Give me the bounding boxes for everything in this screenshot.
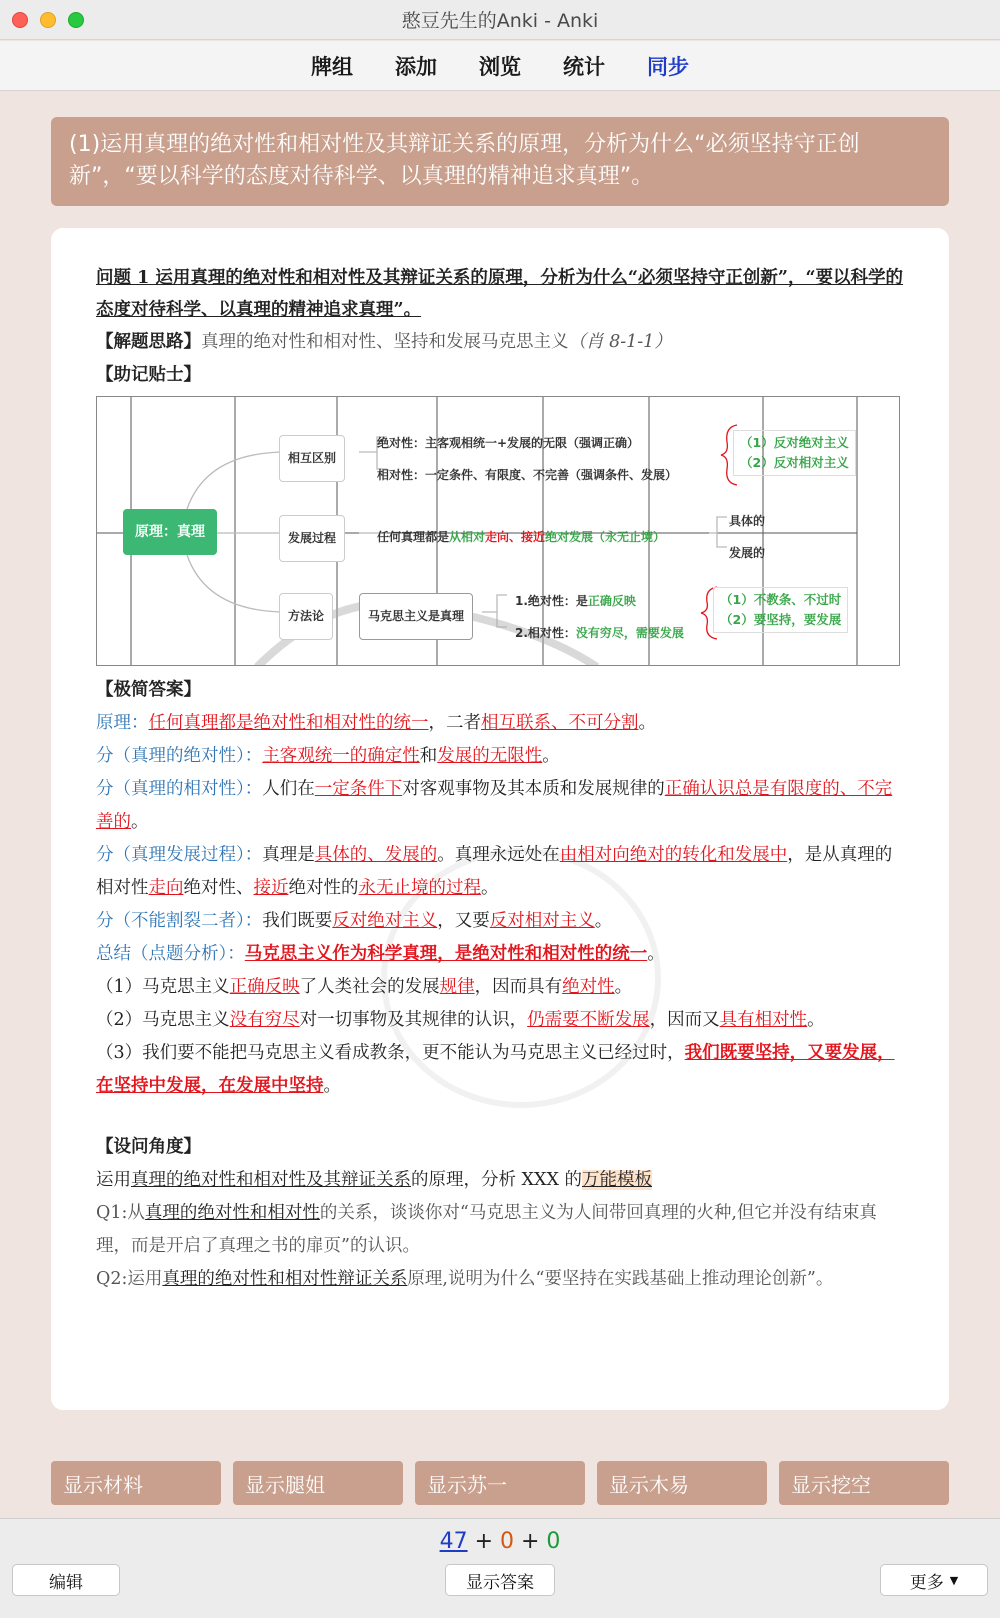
- answer-p4-e: ，是从真理的相对性: [96, 845, 893, 898]
- angle-q1-a: Q1:从: [96, 1203, 145, 1223]
- window-controls: [12, 12, 84, 28]
- answer-p7-f: 绝对性: [562, 977, 615, 997]
- mindmap-marxism-node: 马克思主义是真理: [359, 593, 473, 640]
- answer-p5-d: 反对相对主义: [489, 911, 595, 931]
- top-toolbar: [0, 41, 1000, 91]
- answer-p1-d: 。: [638, 713, 656, 733]
- answer-p8-g: 。: [807, 1010, 825, 1030]
- show-suyi-button[interactable]: 显示苏一: [415, 1461, 585, 1505]
- mindmap-root: 原理：真理: [123, 509, 217, 555]
- mindmap-branch-distinction: 相互区别: [279, 435, 345, 482]
- thinking-ref: （肖 8-1-1）: [568, 332, 672, 352]
- angle-q2-c: 原理,说明为什么“要坚持在实践基础上推动理论创新”。: [407, 1269, 834, 1289]
- mindmap-developing: 发展的: [729, 546, 766, 560]
- answer-p9-b: 我们既要坚持，又要发展，在坚持中发展，在发展中坚持: [96, 1043, 895, 1096]
- answer-absolute: [96, 740, 904, 773]
- spacer: [96, 1103, 904, 1131]
- window-titlebar: [0, 0, 1000, 40]
- answer-summary: [96, 938, 904, 971]
- mindmap-branch-method: 方法论: [279, 593, 333, 640]
- answer-p3-e: 。: [131, 812, 149, 832]
- mindmap-process-text: [377, 521, 665, 554]
- mindmap-process-a: 任何真理都是: [377, 530, 450, 544]
- answer-p1-c: 相互联系、不可分割: [481, 713, 639, 733]
- answer-point-2: [96, 1004, 904, 1037]
- answer-p8-f: 具有相对性: [719, 1010, 808, 1030]
- angle-l1-c: 的原理，分析 XXX 的: [411, 1170, 583, 1190]
- browse-link[interactable]: 浏览: [479, 54, 521, 79]
- answer-p1-a: 任何真理都是绝对性和相对性的统一: [148, 713, 429, 733]
- zoom-window-button[interactable]: [68, 12, 84, 28]
- answer-inseparable: [96, 905, 904, 938]
- thinking-body: 真理的绝对性和相对性、坚持和发展马克思主义: [201, 332, 569, 352]
- show-buttons-row: [51, 1461, 949, 1505]
- answer-p4-g: 绝对性、: [183, 878, 254, 898]
- answer-p8-b: 没有穷尽: [229, 1010, 300, 1030]
- angle-q2-a: Q2:运用: [96, 1269, 163, 1289]
- answer-p6-a: 马克思主义作为科学真理，是绝对性和相对性的统一: [244, 944, 648, 964]
- mindmap-box-2-line1: （1）不教条、不过时: [720, 592, 842, 607]
- more-label: 更多: [909, 1572, 944, 1593]
- mindmap-method-rel: [515, 617, 684, 650]
- stats-link[interactable]: 统计: [563, 54, 605, 79]
- mnemonic-label: 【助记贴士】: [96, 365, 201, 385]
- answer-point-3: [96, 1037, 904, 1103]
- answer-p2-c: 发展的无限性: [437, 746, 543, 766]
- card-content: [51, 228, 949, 1410]
- thinking-label: 【解题思路】: [96, 332, 201, 352]
- mindmap-relative: 相对性：一定条件、有限度、不完善（强调条件、发展）: [377, 468, 678, 482]
- answer-p4-a: 真理是: [262, 845, 315, 865]
- answer-p5-e: 。: [594, 911, 613, 931]
- answer-p4-label: 分（真理发展过程）：: [96, 845, 263, 865]
- mindmap-method-abs-a: 1.绝对性：是: [515, 594, 588, 608]
- answer-p5-a: 我们既要: [262, 911, 333, 931]
- mindmap-method-abs-b: 正确反映: [587, 594, 636, 608]
- angle-q2-b: 真理的绝对性和相对性辩证关系: [162, 1269, 408, 1289]
- mindmap-process-c: 走向、接近: [485, 530, 546, 544]
- thinking-row: [96, 326, 904, 359]
- review-count: 0: [546, 1529, 561, 1554]
- answer-process: [96, 839, 904, 905]
- mindmap-box-2: [713, 587, 848, 633]
- mindmap-box-2-line2: （2）要坚持，要发展: [720, 612, 842, 627]
- mindmap-box-1-line2: （2）反对相对主义: [740, 455, 849, 470]
- add-link[interactable]: 添加: [395, 54, 437, 79]
- minimize-window-button[interactable]: [40, 12, 56, 28]
- answer-p3-a: 人们在: [262, 779, 315, 799]
- answer-p7-e: ，因而具有: [474, 977, 563, 997]
- answer-p6-b: 。: [647, 944, 665, 964]
- mindmap-concrete: 具体的: [729, 514, 766, 528]
- answer-p1-label: 原理：: [96, 713, 149, 733]
- answer-p8-d: 仍需要不断发展: [527, 1010, 650, 1030]
- angle-l1-d: 万能模板: [582, 1170, 653, 1190]
- answer-p5-label: 分（不能割裂二者）：: [96, 911, 263, 931]
- answer-p5-c: ，又要: [437, 911, 490, 931]
- answer-p2-a: 主客观统一的确定性: [262, 746, 420, 766]
- angle-q1-c: 的关系，谈谈你对“马克思主义为人间带回真理的火种,但它并没有结束真理，而是开启了真理之书的扉页”的认识。: [96, 1203, 877, 1256]
- decks-link[interactable]: 牌组: [311, 54, 353, 79]
- mindmap-method-rel-a: 2.相对性：: [515, 626, 576, 640]
- due-counts: [0, 1529, 1000, 1554]
- answer-relative: [96, 773, 904, 839]
- mindmap-box-1-line1: （1）反对绝对主义: [740, 435, 849, 450]
- mindmap-image: [96, 396, 900, 666]
- bottom-bar: [0, 1518, 1000, 1618]
- answer-label: 【极简答案】: [96, 680, 201, 700]
- angle-l1-a: 运用: [96, 1170, 131, 1190]
- answer-p4-c: 。真理永远处在: [437, 845, 560, 865]
- answer-p9-c: 。: [323, 1076, 341, 1096]
- answer-p3-c: 对客观事物及其本质和发展规律的: [402, 779, 665, 799]
- answer-p8-a: （2）马克思主义: [96, 1010, 230, 1030]
- angle-q1-b: 真理的绝对性和相对性: [144, 1203, 320, 1223]
- mindmap-process-d: 绝对发展（永无止境）: [545, 530, 666, 544]
- learn-count: 0: [500, 1529, 514, 1554]
- answer-p4-d: 由相对向绝对的转化和发展中: [559, 845, 788, 865]
- answer-p7-c: 了人类社会的发展: [299, 977, 440, 997]
- mindmap-branch-process: 发展过程: [279, 515, 345, 562]
- answer-p7-d: 规律: [439, 977, 475, 997]
- window-title: 憨豆先生的Anki - Anki: [401, 10, 599, 32]
- plus-separator-1: +: [467, 1529, 500, 1554]
- answer-p2-label: 分（真理的绝对性）：: [96, 746, 263, 766]
- mindmap-method-abs: [515, 585, 636, 618]
- mindmap-process-b: 从相对: [449, 530, 486, 544]
- mindmap-box-1: [733, 430, 856, 476]
- more-button[interactable]: [880, 1564, 988, 1596]
- angle-label: 【设问角度】: [96, 1137, 201, 1157]
- show-tuijie-button[interactable]: 显示腿姐: [233, 1461, 403, 1505]
- answer-p7-a: （1）马克思主义: [96, 977, 230, 997]
- angle-q2: [96, 1263, 904, 1296]
- chevron-down-icon: ▼: [949, 1573, 959, 1587]
- answer-principle: [96, 707, 904, 740]
- answer-p3-d: 正确认识总是有限度的、不完善的: [96, 779, 893, 832]
- new-count[interactable]: 47: [439, 1529, 468, 1554]
- answer-p8-c: 对一切事物及其规律的认识，: [299, 1010, 528, 1030]
- card-question-title: 问题 1 运用真理的绝对性和相对性及其辩证关系的原理，分析为什么“必须坚持守正创新”，“要以科学的态度对待科学、以真理的精神追求真理”。: [96, 268, 904, 320]
- answer-p1-b: ，二者: [428, 713, 481, 733]
- answer-p7-b: 正确反映: [229, 977, 300, 997]
- close-window-button[interactable]: [12, 12, 28, 28]
- plus-separator-2: +: [514, 1529, 547, 1554]
- answer-p3-b: 一定条件下: [314, 779, 403, 799]
- answer-p3-label: 分（真理的相对性）：: [96, 779, 263, 799]
- angle-template: [96, 1164, 904, 1197]
- answer-p4-j: 永无止境的过程: [358, 878, 481, 898]
- angle-q1: [96, 1197, 904, 1263]
- show-muyi-button[interactable]: 显示木易: [597, 1461, 767, 1505]
- answer-p8-e: ，因而又: [649, 1010, 720, 1030]
- sync-link[interactable]: 同步: [647, 54, 689, 79]
- answer-p4-h: 接近: [253, 878, 289, 898]
- answer-p6-label: 总结（点题分析）：: [96, 944, 245, 964]
- answer-p4-i: 绝对性的: [288, 878, 359, 898]
- answer-p9-a: （3）我们要不能把马克思主义看成教条，更不能认为马克思主义已经过时，: [96, 1043, 685, 1063]
- show-cloze-button[interactable]: 显示挖空: [779, 1461, 949, 1505]
- angle-l1-b: 真理的绝对性和相对性及其辩证关系: [131, 1170, 411, 1190]
- answer-p4-b: 具体的、发展的: [314, 845, 438, 865]
- answer-point-1: [96, 971, 904, 1004]
- answer-p4-k: 。: [481, 878, 499, 898]
- edit-button[interactable]: 编辑: [12, 1564, 120, 1596]
- answer-p2-b: 和: [419, 746, 438, 766]
- show-answer-button[interactable]: 显示答案: [445, 1564, 555, 1596]
- mindmap-method-rel-b: 没有穷尽，需要发展: [575, 626, 684, 640]
- answer-p4-f: 走向: [148, 878, 184, 898]
- answer-p5-b: 反对绝对主义: [332, 911, 438, 931]
- answer-p7-g: 。: [614, 977, 633, 997]
- answer-p2-d: 。: [542, 746, 560, 766]
- mindmap-absolute: 绝对性：主客观相统一+发展的无限（强调正确）: [377, 436, 640, 450]
- question-header: (1)运用真理的绝对性和相对性及其辩证关系的原理，分析为什么“必须坚持守正创新”，“要以科学的态度对待科学、以真理的精神追求真理”。: [51, 117, 949, 206]
- show-material-button[interactable]: 显示材料: [51, 1461, 221, 1505]
